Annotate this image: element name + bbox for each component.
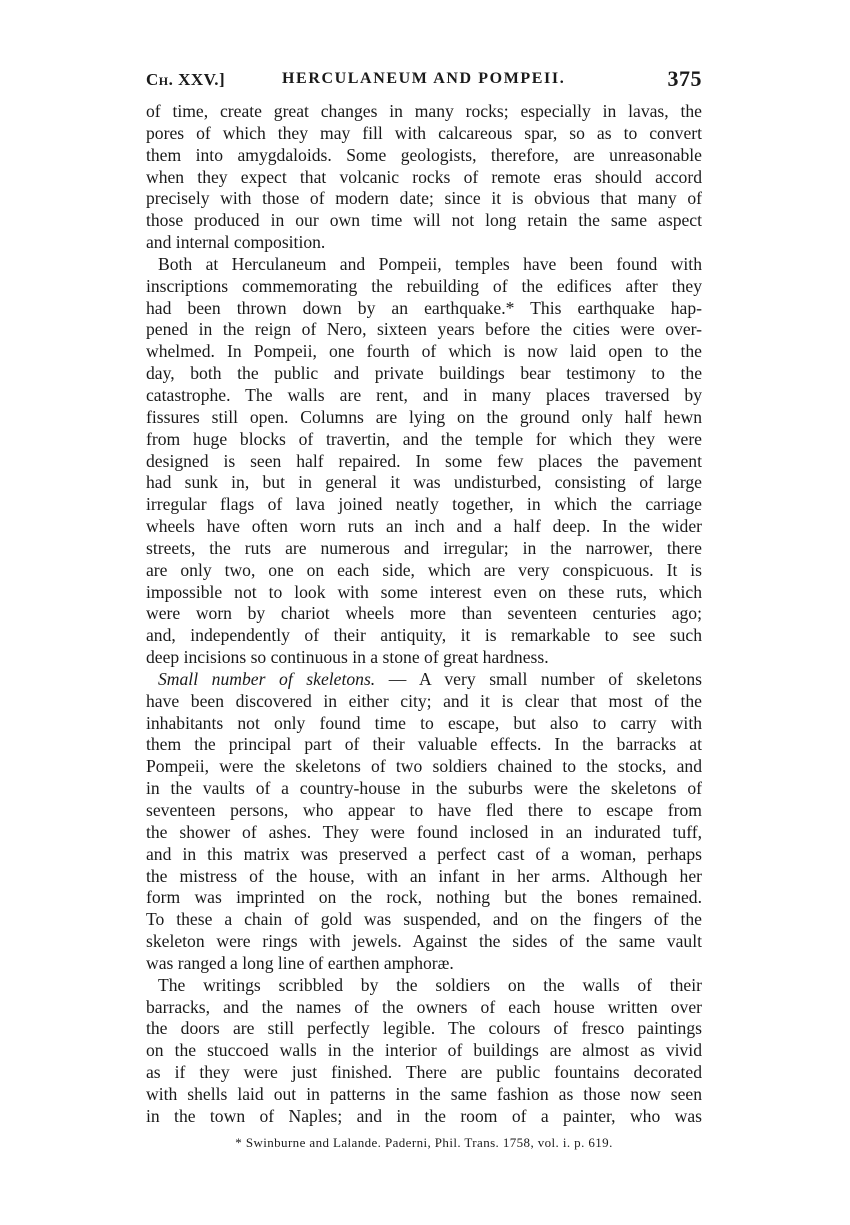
- body-text: [146, 101, 702, 1128]
- text-line: form was imprinted on the rock, nothing but the bones remained.: [146, 887, 702, 908]
- text-line: deep incisions so continuous in a stone of great hardness.: [146, 647, 549, 668]
- text-line: in the town of Naples; and in the room of a painter, who was: [146, 1105, 702, 1126]
- text-line: Both at Herculaneum and Pompeii, temples have been found with: [158, 253, 702, 274]
- text-line: seventeen persons, who appear to have fled there to escape from: [146, 800, 702, 820]
- text-line: as if they were just finished. There are public fountains decorated: [146, 1062, 702, 1083]
- text-line: precisely with those of modern date; since it is obvious that many of: [146, 188, 702, 209]
- text-line: had been thrown down by an earthquake.* This earthquake hap-: [146, 297, 702, 318]
- text-line: pores of which they may fill with calcareous spar, so as to convert: [146, 122, 702, 143]
- heading-line-rest: — A very small number of skeletons: [375, 668, 702, 689]
- text-line: whelmed. In Pompeii, one fourth of which is now laid open to the: [146, 341, 702, 362]
- text-line: with shells laid out in patterns in the same fashion as those now seen: [146, 1083, 702, 1104]
- page-header: [146, 66, 702, 96]
- section-heading: Small number of skeletons.: [158, 668, 376, 689]
- text-line: impossible not to look with some interest even on these ruts, which: [146, 581, 702, 602]
- text-line: the shower of ashes. They were found inclosed in an indurated tuff,: [146, 821, 702, 842]
- text-line: on the stuccoed walls in the interior of buildings are almost as vivid: [146, 1040, 702, 1061]
- text-line: designed is seen half repaired. In some few places the pavement: [146, 450, 702, 471]
- text-line: the doors are still perfectly legible. The colours of fresco paintings: [146, 1018, 702, 1039]
- footnote: * Swinburne and Lalande. Paderni, Phil. Trans. 1758, vol. i. p. 619.: [235, 1135, 613, 1150]
- text-line: had sunk in, but in general it was undisturbed, consisting of large: [146, 472, 702, 493]
- text-line: and in this matrix was preserved a perfect cast of a woman, perhaps: [146, 843, 702, 864]
- text-line: and, independently of their antiquity, it is remarkable to see such: [146, 625, 702, 646]
- text-line: [146, 669, 702, 691]
- text-line: were worn by chariot wheels more than seventeen centuries ago;: [146, 603, 702, 624]
- text-line: skeleton were rings with jewels. Against the sides of the same vault: [146, 931, 702, 952]
- text-line: from huge blocks of travertin, and the temple for which they were: [146, 428, 702, 449]
- page-number: 375: [667, 66, 702, 91]
- text-line: them the principal part of their valuable effects. In the barracks at: [146, 734, 702, 755]
- text-line: To these a chain of gold was suspended, and on the fingers of the: [146, 909, 702, 930]
- paragraph: [146, 254, 702, 669]
- text-line: irregular flags of lava joined neatly together, in which the carriage: [146, 494, 702, 515]
- text-line: them into amygdaloids. Some geologists, therefore, are unreasonable: [146, 144, 702, 165]
- text-line: pened in the reign of Nero, sixteen years before the cities were over-: [146, 319, 702, 340]
- text-line: Pompeii, were the skeletons of two soldiers chained to the stocks, and: [146, 756, 702, 777]
- text-line: inscriptions commemorating the rebuilding of the edifices after they: [146, 275, 702, 296]
- text-line: inhabitants not only found time to escape, but also to carry with: [146, 712, 702, 733]
- text-line: have been discovered in either city; and it is clear that most of the: [146, 690, 702, 711]
- text-line: The writings scribbled by the soldiers on the walls of their: [158, 974, 702, 995]
- text-line: in the vaults of a country-house in the suburbs were the skeletons of: [146, 778, 702, 799]
- text-line: barracks, and the names of the owners of each house written over: [146, 996, 702, 1017]
- text-line: when they expect that volcanic rocks of remote eras should accord: [146, 166, 702, 187]
- text-line: are only two, one on each side, which are very conspicuous. It is: [146, 559, 702, 580]
- paragraph: [146, 975, 702, 1128]
- text-line: fissures still open. Columns are lying on the ground only half hewn: [146, 406, 702, 427]
- text-line: day, both the public and private buildings bear testimony to the: [146, 363, 702, 384]
- text-line: streets, the ruts are numerous and irregular; in the narrower, there: [146, 537, 702, 558]
- text-line: wheels have often worn ruts an inch and a half deep. In the wider: [146, 516, 702, 537]
- text-line: was ranged a long line of earthen amphoræ.: [146, 952, 454, 973]
- text-line: the mistress of the house, with an infant in her arms. Although her: [146, 865, 702, 886]
- text-line: those produced in our own time will not long retain the same aspect: [146, 210, 702, 231]
- chapter-reference: Ch. XXV.]: [146, 70, 226, 89]
- paragraph: [146, 669, 702, 975]
- text-line: of time, create great changes in many rocks; especially in lavas, the: [146, 101, 702, 121]
- text-line: catastrophe. The walls are rent, and in many places traversed by: [146, 384, 702, 405]
- text-line: and internal composition.: [146, 232, 326, 253]
- paragraph: [146, 101, 702, 254]
- running-title: HERCULANEUM AND POMPEII.: [282, 70, 566, 87]
